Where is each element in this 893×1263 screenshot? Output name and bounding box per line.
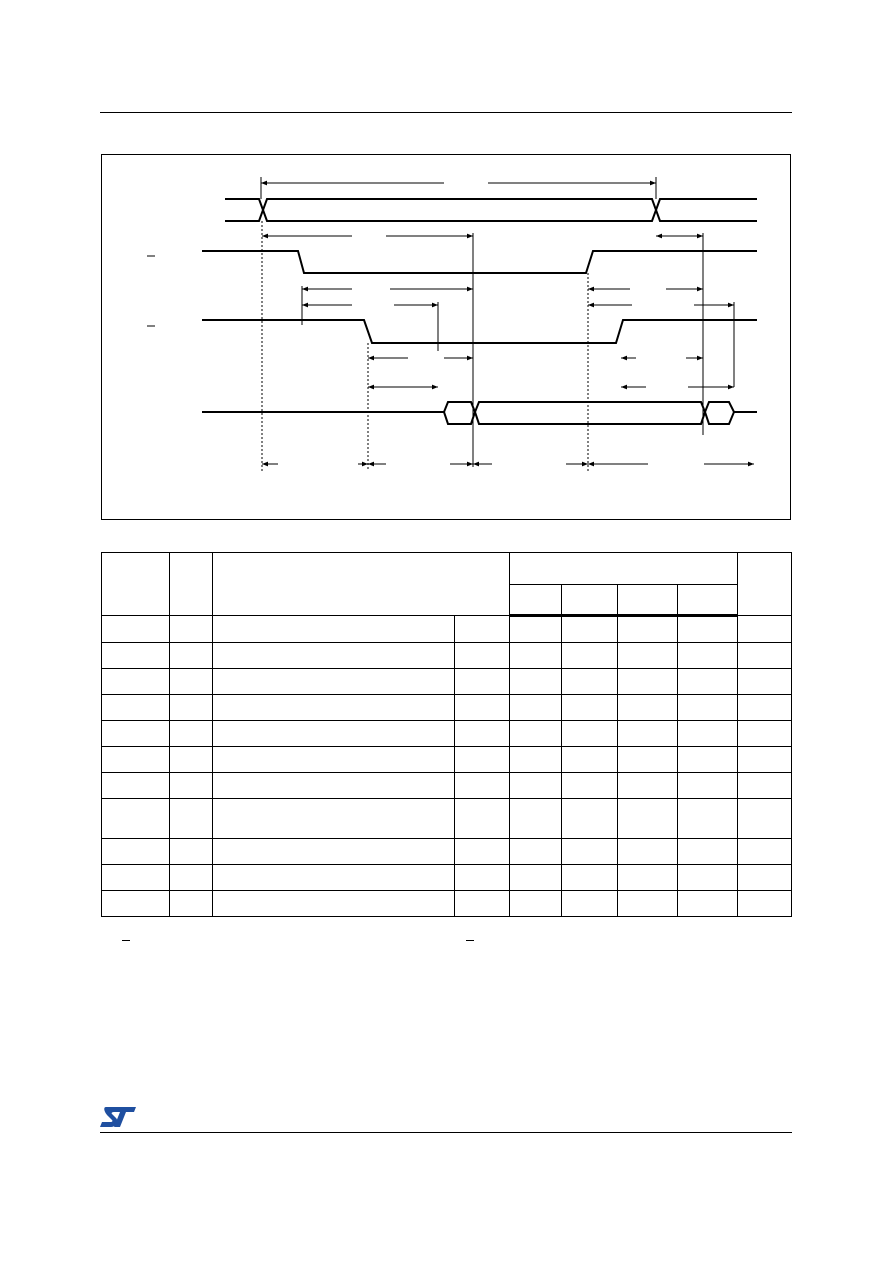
chip-enable-waveform xyxy=(202,251,757,273)
header-cell xyxy=(510,553,738,585)
table-row xyxy=(102,643,792,669)
note-overbar xyxy=(122,940,130,941)
header-cell xyxy=(678,585,738,616)
header-cell xyxy=(510,585,562,616)
address-waveform xyxy=(225,199,757,221)
table-row xyxy=(102,799,792,839)
table-row xyxy=(102,891,792,917)
note-overbar xyxy=(466,940,474,941)
table-row xyxy=(102,773,792,799)
output-enable-waveform xyxy=(202,320,757,343)
footer-rule xyxy=(100,1132,792,1133)
header-cell xyxy=(618,585,678,616)
data-out-waveform xyxy=(202,402,757,424)
table-row xyxy=(102,839,792,865)
table-row xyxy=(102,695,792,721)
header-cell xyxy=(102,553,170,616)
st-logo xyxy=(100,1105,138,1129)
table-row xyxy=(102,616,792,643)
timing-diagram-figure xyxy=(101,154,791,520)
header-cell xyxy=(738,553,792,616)
table-row xyxy=(102,721,792,747)
table-row xyxy=(102,669,792,695)
timing-arrows xyxy=(262,236,754,464)
ac-characteristics-table xyxy=(101,552,792,917)
table-row xyxy=(102,865,792,891)
header-cell xyxy=(170,553,213,616)
header-rule xyxy=(100,112,792,113)
header-cell xyxy=(213,553,510,616)
table-header-row xyxy=(102,553,792,585)
timing-waveforms xyxy=(102,155,792,521)
header-cell xyxy=(562,585,618,616)
table-row xyxy=(102,747,792,773)
